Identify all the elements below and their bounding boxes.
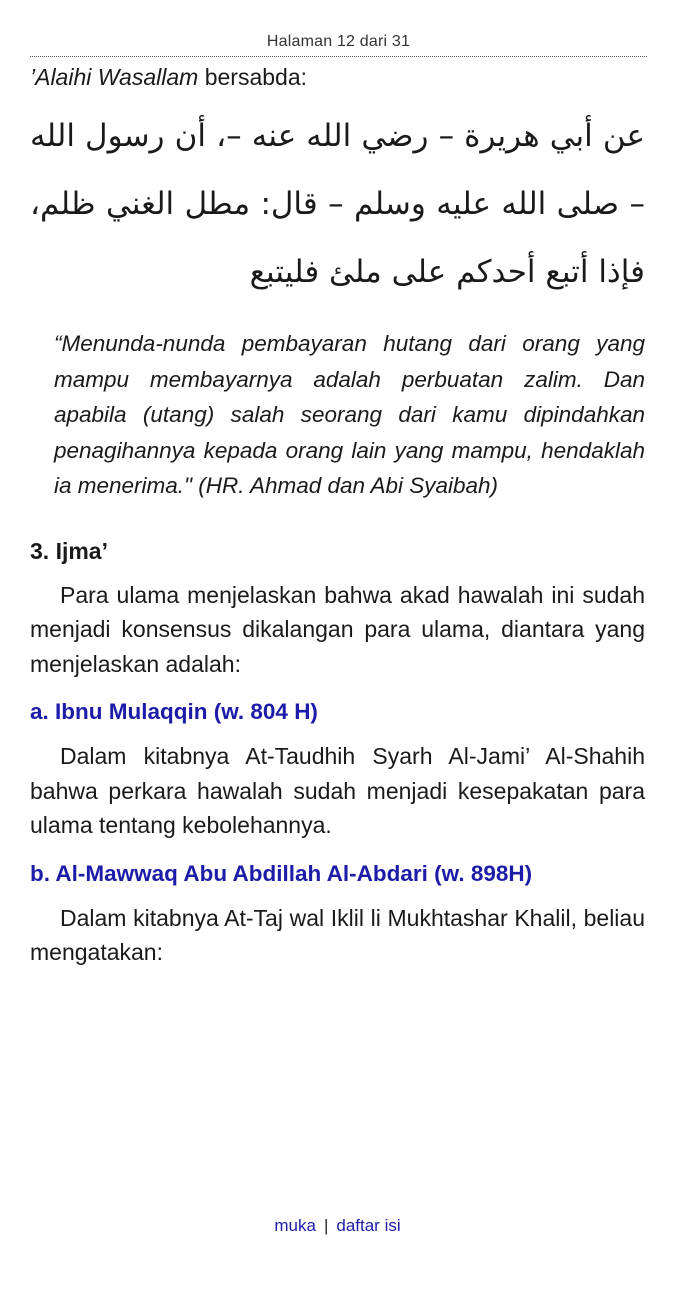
subsection-paragraph-b: Dalam kitabnya At-Taj wal Iklil li Mukhtashar Khalil, beliau mengatakan: bbox=[30, 904, 645, 965]
lead-italic-text: ’Alaihi Wasallam bbox=[30, 64, 199, 90]
lead-rest-text: bersabda: bbox=[198, 64, 308, 90]
section-title-ijma: 3. Ijma’ bbox=[30, 537, 108, 564]
subsection-paragraph-a: Dalam kitabnya At-Taudhih Syarh Al-Jami’ Al-Shahih bahwa perkara hawalah sudah menjadi kesepakatan para ulama tentang kebolehannya. bbox=[30, 743, 645, 838]
page-header bbox=[30, 0, 647, 57]
lead-line bbox=[30, 60, 645, 94]
subsection-title-a: a. Ibnu Mulaqqin (w. 804 H) bbox=[30, 699, 318, 724]
footer-separator: | bbox=[323, 1216, 329, 1235]
page-content bbox=[30, 60, 645, 970]
table-of-contents-link[interactable]: daftar isi bbox=[336, 1216, 401, 1235]
subsection-title-b: b. Al-Mawwaq Abu Abdillah Al-Abdari (w. 898H) bbox=[30, 860, 533, 886]
page-footer bbox=[0, 1216, 675, 1236]
hadith-translation: “Menunda-nunda pembayaran hutang dari orang yang mampu membayarnya adalah perbuatan zalim. Dan apabila (utang) salah seorang dari kamu dipindahkan penagihannya kepada orang lain yang mampu, hendaklah ia menerima." (HR. Ahmad dan Abi Syaibah) bbox=[54, 331, 645, 498]
arabic-hadith: عن أبي هريرة – رضي الله عنه –، أن رسول الله – صلى الله عليه وسلم – قال: مطل الغني ظلم، فإذا أتبع أحدكم على ملئ فليتبع bbox=[30, 118, 645, 290]
section-paragraph: Para ulama menjelaskan bahwa akad hawalah ini sudah menjadi konsensus dikalangan para ulama, diantara yang menjelaskan adalah: bbox=[30, 581, 645, 677]
page-indicator: Halaman 12 dari 31 bbox=[266, 33, 411, 50]
home-link[interactable]: muka bbox=[274, 1216, 316, 1235]
